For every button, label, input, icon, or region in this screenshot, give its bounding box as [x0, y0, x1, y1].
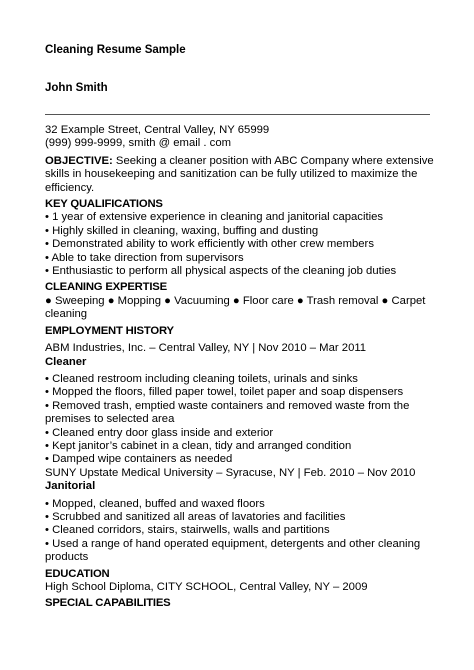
document-title: Cleaning Resume Sample: [45, 44, 186, 56]
list-item: • Damped wipe containers as needed: [45, 453, 233, 466]
job-entry-2: [45, 467, 435, 565]
list-item: • Cleaned corridors, stairs, stairwells, walls and partitions: [45, 524, 330, 537]
list-item: products: [45, 551, 89, 564]
cleaning-expertise-line-2: cleaning: [45, 308, 88, 321]
objective-text-3: efficiency.: [45, 181, 95, 194]
employment-history-heading: EMPLOYMENT HISTORY: [45, 324, 174, 337]
list-item: • Mopped, cleaned, buffed and waxed floors: [45, 497, 265, 510]
cleaning-expertise-heading: CLEANING EXPERTISE: [45, 281, 167, 294]
contact-address: 32 Example Street, Central Valley, NY 65999: [45, 124, 270, 136]
job-duties-list: [45, 498, 435, 565]
education-line: High School Diploma, CITY SCHOOL, Central Valley, NY – 2009: [45, 581, 368, 593]
job-employer-line: SUNY Upstate Medical University – Syracuse, NY | Feb. 2010 – Nov 2010: [45, 466, 416, 479]
list-item: • Kept janitor’s cabinet in a clean, tidy and arranged condition: [45, 439, 352, 452]
list-item: • Enthusiastic to perform all physical aspects of the cleaning job duties: [45, 265, 397, 278]
list-item: • Mopped the floors, filled paper towel, toilet paper and soap dispensers: [45, 386, 404, 399]
list-item: • 1 year of extensive experience in cleaning and janitorial capacities: [45, 211, 384, 224]
resume-body: [45, 124, 435, 611]
job-employer-line: ABM Industries, Inc. – Central Valley, NY | Nov 2010 – Mar 2011: [45, 342, 367, 355]
header-divider: [45, 114, 430, 115]
objective-text-1: Seeking a cleaner position with ABC Company where extensive: [112, 154, 434, 167]
list-item: • Able to take direction from supervisors: [45, 251, 244, 264]
objective-text-2: skills in housekeeping and sanitization can be fully utilized to maximize the: [45, 168, 418, 181]
job-role: Janitorial: [45, 480, 96, 493]
key-qualifications-heading: KEY QUALIFICATIONS: [45, 198, 163, 211]
candidate-name: John Smith: [45, 82, 108, 94]
list-item: • Cleaned restroom including cleaning toilets, urinals and sinks: [45, 372, 358, 385]
list-item: premises to selected area: [45, 413, 175, 426]
objective-label: OBJECTIVE:: [45, 154, 113, 167]
job-role: Cleaner: [45, 355, 87, 368]
list-item: • Cleaned entry door glass inside and exterior: [45, 426, 274, 439]
special-capabilities-heading: SPECIAL CAPABILITIES: [45, 597, 171, 610]
list-item: • Demonstrated ability to work efficiently with other crew members: [45, 238, 374, 251]
list-item: • Scrubbed and sanitized all areas of lavatories and facilities: [45, 510, 346, 523]
objective-section: [45, 155, 435, 195]
job-entry-1: [45, 342, 435, 467]
contact-phone-email: (999) 999-9999, smith @ email . com: [45, 137, 232, 150]
job-duties-list: [45, 373, 435, 467]
key-qualifications-list: [45, 211, 435, 278]
education-heading: EDUCATION: [45, 567, 110, 580]
list-item: • Highly skilled in cleaning, waxing, buffing and dusting: [45, 224, 319, 237]
list-item: • Removed trash, emptied waste containers and removed waste from the: [45, 399, 410, 412]
list-item: • Used a range of hand operated equipment, detergents and other cleaning: [45, 537, 421, 550]
cleaning-expertise-line-1: ● Sweeping ● Mopping ● Vacuuming ● Floor care ● Trash removal ● Carpet: [45, 294, 426, 307]
